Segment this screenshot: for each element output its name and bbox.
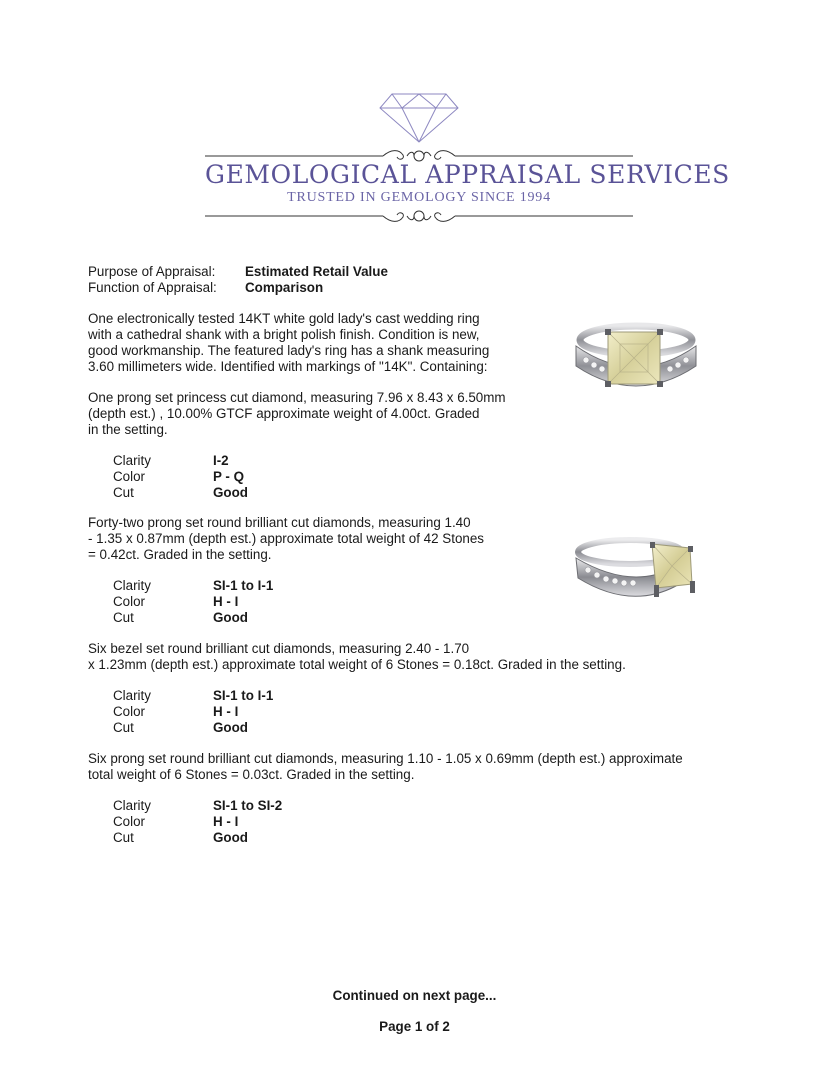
grade-label: Color (113, 704, 145, 719)
description-line: with a cathedral shank with a bright polish finish. Condition is new, (88, 327, 480, 342)
ring-photo-top-view-icon (570, 318, 702, 408)
grade-value: H - I (213, 814, 239, 829)
grade-value: H - I (213, 704, 239, 719)
grade-label: Clarity (113, 798, 151, 813)
grade-table (113, 798, 282, 846)
description-line: 3.60 millimeters wide. Identified with markings of "14K". Containing: (88, 359, 488, 374)
grade-value: SI-1 to SI-2 (213, 798, 283, 813)
stone-line: in the setting. (88, 422, 168, 437)
grade-value: Good (213, 610, 248, 625)
ring-photo-side-view-icon (570, 528, 702, 608)
grade-table (113, 578, 273, 626)
grade-value: Good (213, 830, 248, 845)
grade-label: Clarity (113, 688, 151, 703)
grade-label: Color (113, 814, 145, 829)
continued-note: Continued on next page... (332, 988, 497, 1003)
function-value: Comparison (245, 280, 324, 295)
grade-row (113, 594, 273, 610)
stone-line: Six prong set round brilliant cut diamonds, measuring 1.10 - 1.05 x 0.69mm (depth est.) approximate (88, 751, 683, 766)
grade-table (113, 453, 248, 501)
diamond-outline-icon (378, 92, 460, 144)
grade-row (113, 688, 273, 704)
grade-row (113, 704, 273, 720)
grade-value: Good (213, 720, 248, 735)
function-row (88, 280, 323, 296)
purpose-label: Purpose of Appraisal: (88, 264, 216, 279)
page-number: Page 1 of 2 (379, 1019, 450, 1034)
grade-value: H - I (213, 594, 239, 609)
purpose-row (88, 264, 388, 280)
stone-line: (depth est.) , 10.00% GTCF approximate weight of 4.00ct. Graded (88, 406, 480, 421)
grade-row (113, 610, 273, 626)
grade-row (113, 830, 282, 846)
grade-label: Color (113, 594, 145, 609)
stone-description (88, 641, 626, 673)
purpose-value: Estimated Retail Value (245, 264, 388, 279)
grade-row (113, 798, 282, 814)
grade-label: Color (113, 469, 145, 484)
grade-value: P - Q (213, 469, 245, 484)
grade-label: Cut (113, 610, 134, 625)
company-tagline: TRUSTED IN GEMOLOGY SINCE 1994 (287, 190, 551, 205)
grade-row (113, 578, 273, 594)
grade-row (113, 814, 282, 830)
grade-row (113, 469, 248, 485)
grade-value: Good (213, 485, 248, 500)
stone-line: Six bezel set round brilliant cut diamonds, measuring 2.40 - 1.70 (88, 641, 470, 656)
stone-line: = 0.42ct. Graded in the setting. (88, 547, 272, 562)
grade-label: Cut (113, 830, 134, 845)
stone-description (88, 390, 506, 438)
grade-label: Cut (113, 485, 134, 500)
grade-row (113, 720, 273, 736)
stone-line: x 1.23mm (depth est.) approximate total weight of 6 Stones = 0.18ct. Graded in the setting. (88, 657, 626, 672)
grade-value: SI-1 to I-1 (213, 578, 274, 593)
ornamental-rule-bottom (205, 207, 633, 225)
function-label: Function of Appraisal: (88, 280, 217, 295)
stone-line: One prong set princess cut diamond, measuring 7.96 x 8.43 x 6.50mm (88, 390, 506, 405)
stone-description (88, 515, 484, 563)
stone-line: Forty-two prong set round brilliant cut diamonds, measuring 1.40 (88, 515, 471, 530)
grade-value: I-2 (213, 453, 229, 468)
grade-table (113, 688, 273, 736)
grade-label: Clarity (113, 453, 151, 468)
grade-value: SI-1 to I-1 (213, 688, 274, 703)
ring-description (88, 311, 489, 375)
company-name: GEMOLOGICAL APPRAISAL SERVICES (205, 160, 730, 189)
stone-line: - 1.35 x 0.87mm (depth est.) approximate total weight of 42 Stones (88, 531, 484, 546)
grade-label: Clarity (113, 578, 151, 593)
stone-description (88, 751, 683, 783)
stone-line: total weight of 6 Stones = 0.03ct. Graded in the setting. (88, 767, 415, 782)
grade-label: Cut (113, 720, 134, 735)
grade-row (113, 453, 248, 469)
grade-row (113, 485, 248, 501)
description-line: One electronically tested 14KT white gold lady's cast wedding ring (88, 311, 480, 326)
description-line: good workmanship. The featured lady's ring has a shank measuring (88, 343, 490, 358)
